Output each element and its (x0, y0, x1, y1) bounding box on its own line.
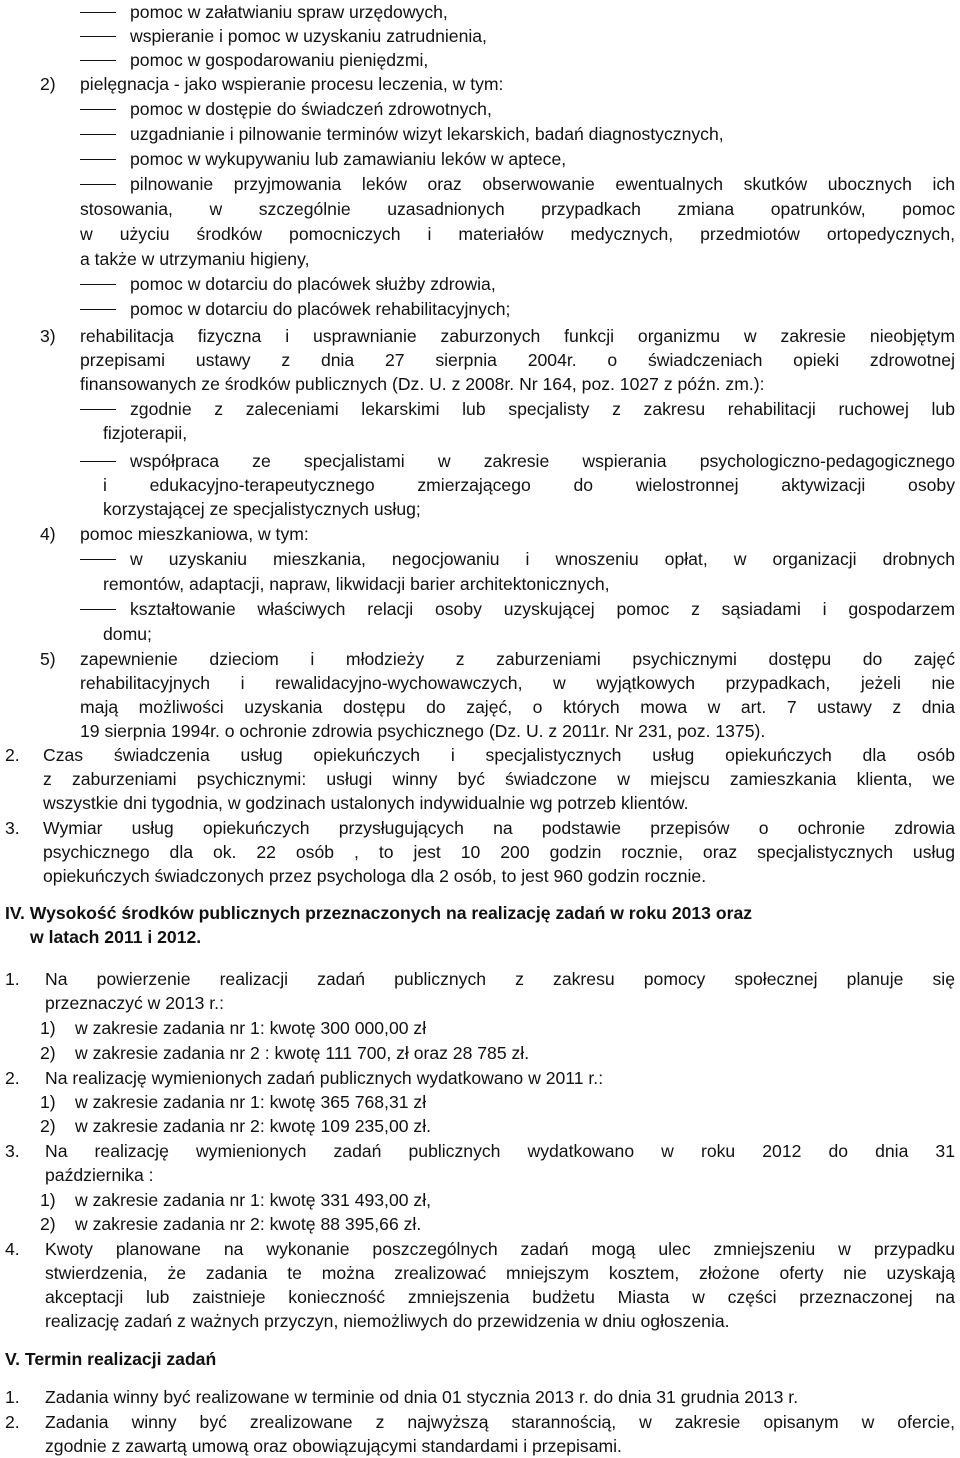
list-number: 2) (40, 74, 56, 94)
sub-number: 2) (40, 1214, 56, 1234)
bullet-text: wspieranie i pomoc w uzyskaniu zatrudnienia, (130, 26, 487, 46)
list-number: 4. (5, 1239, 20, 1259)
dash-bullet (80, 159, 116, 160)
list-number: 1. (5, 969, 20, 989)
sub-item-text: w zakresie zadania nr 2 : kwotę 111 700, zł oraz 28 785 zł. (75, 1043, 530, 1063)
bullet-text: i edukacyjno-terapeutycznego zmierzającego do wielostronnej aktywizacji osoby (103, 475, 955, 495)
section-heading: IV. Wysokość środków publicznych przeznaczonych na realizację zadań w roku 2013 oraz (5, 903, 753, 923)
bullet-text: domu; (103, 624, 152, 644)
dash-bullet (80, 609, 116, 610)
dash-bullet (80, 60, 116, 61)
bullet-text: kształtowanie właściwych relacji osoby uzyskującej pomoc z sąsiadami i gospodarzem (130, 599, 955, 619)
paragraph-line: z zaburzeniami psychicznymi: usługi winny być świadczone w miejscu zamieszkania klienta, we (43, 769, 955, 789)
paragraph-line: Wymiar usług opiekuńczych przysługujących na podstawie przepisów o ochronie zdrowia (43, 818, 955, 838)
sub-item-text: w zakresie zadania nr 1: kwotę 300 000,00 zł (75, 1018, 427, 1038)
sub-number: 2) (40, 1043, 56, 1063)
bullet-text: pomoc w dotarciu do placówek służby zdrowia, (130, 274, 496, 294)
list-number: 3. (5, 1141, 20, 1161)
list-item-text: finansowanych ze środków publicznych (Dz. U. z 2008r. Nr 164, poz. 1027 z późn. zm.): (80, 374, 765, 394)
list-item-text: rehabilitacyjnych i rewalidacyjno-wychowawczych, w wyjątkowych przypadkach, jeżeli nie (80, 673, 955, 693)
bullet-text: pomoc w dotarciu do placówek rehabilitacyjnych; (130, 299, 511, 319)
sub-number: 1) (40, 1092, 56, 1112)
bullet-text: zgodnie z zaleceniami lekarskimi lub specjalisty z zakresu rehabilitacji ruchowej lub (130, 399, 955, 419)
section-heading: V. Termin realizacji zadań (5, 1349, 217, 1369)
list-number: 2. (5, 745, 20, 765)
sub-item-text: w zakresie zadania nr 1: kwotę 331 493,00 zł, (75, 1190, 431, 1210)
bullet-text: pomoc w dostępie do świadczeń zdrowotnych, (130, 99, 492, 119)
sub-item-text: w zakresie zadania nr 1: kwotę 365 768,31 zł (75, 1092, 427, 1112)
bullet-text: pomoc w gospodarowaniu pieniędzmi, (130, 50, 429, 70)
paragraph-line: Zadania winny być zrealizowane z najwyższą starannością, w zakresie opisanym w ofercie, (45, 1412, 955, 1432)
section-heading: w latach 2011 i 2012. (30, 927, 202, 947)
list-number: 2. (5, 1412, 20, 1432)
list-item-text: pomoc mieszkaniowa, w tym: (80, 524, 309, 544)
list-number: 3. (5, 818, 20, 838)
dash-bullet (80, 284, 116, 285)
bullet-text: fizjoterapii, (103, 423, 188, 443)
list-number: 2. (5, 1068, 20, 1088)
bullet-text: w uzyskaniu mieszkania, negocjowaniu i wnoszeniu opłat, w organizacji drobnych (130, 549, 955, 569)
sub-item-text: w zakresie zadania nr 2: kwotę 109 235,00 zł. (75, 1116, 431, 1136)
paragraph-line: wszystkie dni tygodnia, w godzinach ustalonych indywidualnie wg potrzeb klientów. (43, 793, 689, 813)
sub-number: 2) (40, 1116, 56, 1136)
dash-bullet (80, 184, 116, 185)
bullet-text: pomoc w wykupywaniu lub zamawianiu leków w aptece, (130, 149, 567, 169)
bullet-text: pilnowanie przyjmowania leków oraz obserwowanie ewentualnych skutków ubocznych ich (130, 174, 955, 194)
bullet-text: w użyciu środków pomocniczych i materiałów medycznych, przedmiotów ortopedycznych, (80, 224, 955, 244)
bullet-text: remontów, adaptacji, napraw, likwidacji barier architektonicznych, (103, 574, 610, 594)
paragraph-line: realizację zadań z ważnych przyczyn, niemożliwych do przewidzenia w dniu ogłoszenia. (45, 1311, 730, 1331)
dash-bullet (80, 461, 116, 462)
list-item-text: pielęgnacja - jako wspieranie procesu leczenia, w tym: (80, 74, 504, 94)
bullet-text: a także w utrzymaniu higieny, (80, 249, 310, 269)
sub-item-text: w zakresie zadania nr 2: kwotę 88 395,66 zł. (75, 1214, 422, 1234)
list-item-text: przepisami ustawy z dnia 27 sierpnia 2004r. o świadczeniach opieki zdrowotnej (80, 350, 955, 370)
paragraph-line: Na powierzenie realizacji zadań publicznych z zakresu pomocy społecznej planuje się (45, 969, 955, 989)
paragraph-line: zgodnie z zawartą umową oraz obowiązującymi standardami i przepisami. (45, 1436, 622, 1456)
sub-number: 1) (40, 1190, 56, 1210)
paragraph-line: Kwoty planowane na wykonanie poszczególnych zadań mogą ulec zmniejszeniu w przypadku (45, 1239, 955, 1259)
list-item-text: rehabilitacja fizyczna i usprawnianie zaburzonych funkcji organizmu w zakresie nieobjętym (80, 326, 955, 346)
list-number: 3) (40, 326, 56, 346)
list-item-text: mają możliwości uzyskania dostępu do zajęć, o których mowa w art. 7 ustawy z dnia (80, 697, 955, 717)
paragraph-line: października : (45, 1165, 154, 1185)
paragraph-line: Na realizację wymienionych zadań publicznych wydatkowano w 2011 r.: (45, 1068, 604, 1088)
paragraph-line: przeznaczyć w 2013 r.: (45, 993, 224, 1013)
dash-bullet (80, 134, 116, 135)
paragraph-line: Czas świadczenia usług opiekuńczych i specjalistycznych usług opiekuńczych dla osób (43, 745, 955, 765)
dash-bullet (80, 36, 116, 37)
bullet-text: uzgadnianie i pilnowanie terminów wizyt lekarskich, badań diagnostycznych, (130, 124, 724, 144)
paragraph-line: Zadania winny być realizowane w terminie od dnia 01 stycznia 2013 r. do dnia 31 grudnia 2013 r. (45, 1387, 799, 1407)
dash-bullet (80, 409, 116, 410)
list-number: 4) (40, 524, 56, 544)
dash-bullet (80, 309, 116, 310)
list-item-text: 19 sierpnia 1994r. o ochronie zdrowia psychicznego (Dz. U. z 2011r. Nr 231, poz. 1375). (80, 721, 766, 741)
bullet-text: pomoc w załatwianiu spraw urzędowych, (130, 2, 448, 22)
list-number: 1. (5, 1387, 20, 1407)
dash-bullet (80, 109, 116, 110)
paragraph-line: opiekuńczych świadczonych przez psychologa dla 2 osób, to jest 960 godzin rocznie. (43, 866, 707, 886)
sub-number: 1) (40, 1018, 56, 1038)
bullet-text: stosowania, w szczególnie uzasadnionych przypadkach zmiana opatrunków, pomoc (80, 199, 955, 219)
paragraph-line: psychicznego dla ok. 22 osób , to jest 10 200 godzin rocznie, oraz specjalistycznych usług (43, 842, 955, 862)
paragraph-line: stwierdzenia, że zadania te można zrealizować mniejszym kosztem, złożone oferty nie uzyskają (45, 1263, 955, 1283)
bullet-text: współpraca ze specjalistami w zakresie wspierania psychologiczno-pedagogicznego (130, 451, 955, 471)
bullet-text: korzystającej ze specjalistycznych usług; (103, 499, 421, 519)
list-number: 5) (40, 649, 56, 669)
dash-bullet (80, 12, 116, 13)
paragraph-line: Na realizację wymienionych zadań publicznych wydatkowano w roku 2012 do dnia 31 (45, 1141, 955, 1161)
paragraph-line: akceptacji lub zaistnieje konieczność zmniejszenia budżetu Miasta w części przeznaczonej na (45, 1287, 955, 1307)
dash-bullet (80, 559, 116, 560)
list-item-text: zapewnienie dzieciom i młodzieży z zaburzeniami psychicznymi dostępu do zajęć (80, 649, 955, 669)
